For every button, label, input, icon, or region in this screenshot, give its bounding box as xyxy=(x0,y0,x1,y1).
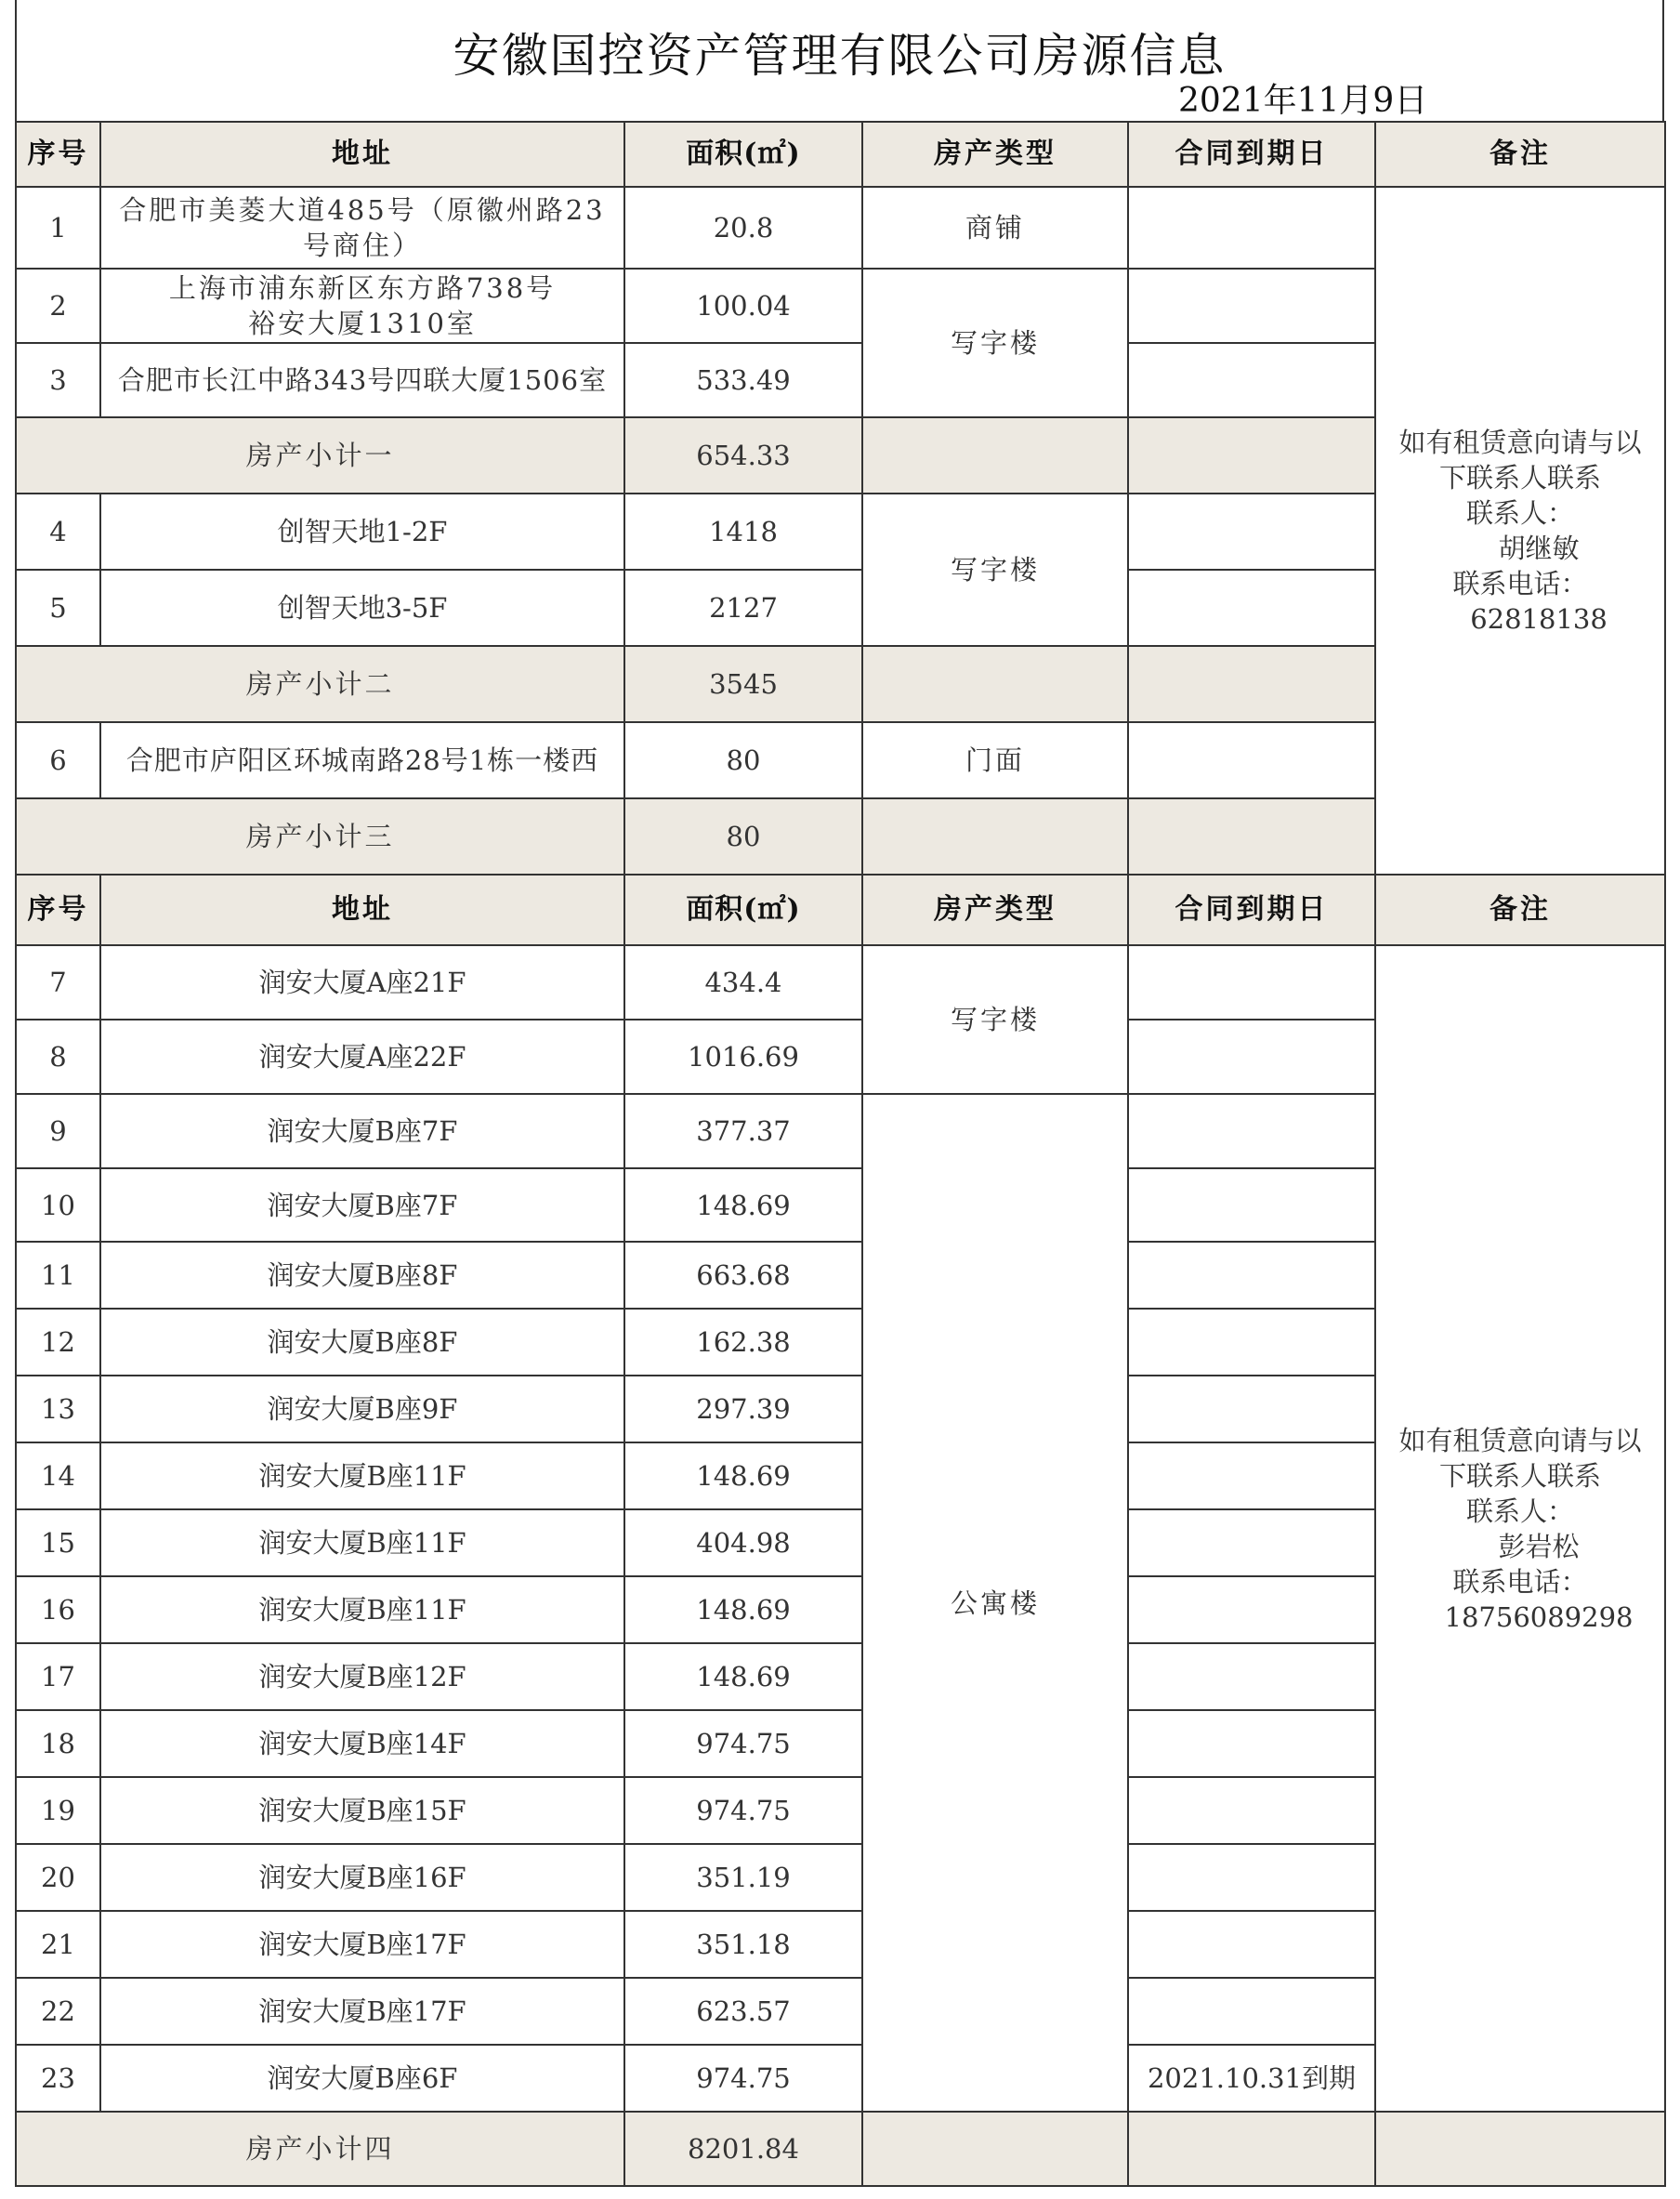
contact-name: 胡继敏 xyxy=(1498,533,1580,564)
address-cell: 创智天地3-5F xyxy=(100,570,624,646)
type-cell xyxy=(862,417,1128,494)
type-cell: 公寓楼 xyxy=(862,1094,1128,2112)
area-cell: 297.39 xyxy=(624,1376,862,1442)
note-line: 下联系人联系 xyxy=(1438,1459,1601,1492)
seq-cell: 21 xyxy=(16,1911,100,1978)
expiry-cell xyxy=(1128,722,1375,798)
expiry-cell xyxy=(1128,1020,1375,1094)
seq-cell: 5 xyxy=(16,570,100,646)
seq-cell: 2 xyxy=(16,269,100,343)
header-area: 面积(㎡) xyxy=(624,875,862,945)
address-cell: 润安大厦B座17F xyxy=(100,1911,624,1978)
expiry-cell xyxy=(1128,646,1375,722)
area-cell: 80 xyxy=(624,722,862,798)
seq-cell: 20 xyxy=(16,1844,100,1911)
table-body xyxy=(16,122,1665,2186)
seq-cell: 6 xyxy=(16,722,100,798)
expiry-cell xyxy=(1128,1978,1375,2045)
expiry-cell xyxy=(1128,494,1375,570)
expiry-cell xyxy=(1128,1168,1375,1242)
expiry-cell xyxy=(1128,1509,1375,1576)
contact-note-2 xyxy=(1375,945,1665,2112)
seq-cell: 11 xyxy=(16,1242,100,1309)
expiry-cell xyxy=(1128,1576,1375,1643)
area-cell: 148.69 xyxy=(624,1643,862,1710)
header-type: 房产类型 xyxy=(862,875,1128,945)
contact-phone: 62818138 xyxy=(1470,603,1608,635)
area-cell: 162.38 xyxy=(624,1309,862,1376)
seq-cell: 15 xyxy=(16,1509,100,1576)
type-cell xyxy=(862,646,1128,722)
note-line: 联系电话： xyxy=(1452,1565,1588,1598)
header-address: 地址 xyxy=(100,122,624,187)
subtotal-area: 80 xyxy=(624,798,862,875)
contact-phone: 18756089298 xyxy=(1444,1600,1634,1633)
address-cell: 润安大厦B座6F xyxy=(100,2045,624,2112)
seq-cell: 7 xyxy=(16,945,100,1020)
area-cell: 20.8 xyxy=(624,187,862,269)
expiry-cell xyxy=(1128,1309,1375,1376)
area-cell: 148.69 xyxy=(624,1576,862,1643)
header-row xyxy=(16,122,1665,187)
area-cell: 148.69 xyxy=(624,1168,862,1242)
expiry-cell xyxy=(1128,1442,1375,1509)
expiry-cell xyxy=(1128,1911,1375,1978)
area-cell: 974.75 xyxy=(624,1777,862,1844)
area-cell: 100.04 xyxy=(624,269,862,343)
area-cell: 623.57 xyxy=(624,1978,862,2045)
address-cell: 润安大厦A座22F xyxy=(100,1020,624,1094)
expiry-cell xyxy=(1128,343,1375,417)
header-expiry: 合同到期日 xyxy=(1128,122,1375,187)
area-cell: 2127 xyxy=(624,570,862,646)
note-cell xyxy=(1375,2112,1665,2186)
report-date: 2021年11月9日 xyxy=(1178,82,1428,120)
contact-name: 彭岩松 xyxy=(1498,1530,1580,1562)
seq-cell: 8 xyxy=(16,1020,100,1094)
seq-cell: 4 xyxy=(16,494,100,570)
expiry-cell xyxy=(1128,1844,1375,1911)
address-cell: 润安大厦B座14F xyxy=(100,1710,624,1777)
property-table xyxy=(15,121,1666,2187)
address-cell: 润安大厦B座7F xyxy=(100,1168,624,1242)
seq-cell: 12 xyxy=(16,1309,100,1376)
seq-cell: 16 xyxy=(16,1576,100,1643)
expiry-cell xyxy=(1128,187,1375,269)
page-title: 安徽国控资产管理有限公司房源信息 xyxy=(453,29,1227,83)
header-seq: 序号 xyxy=(16,875,100,945)
address-cell: 润安大厦B座11F xyxy=(100,1576,624,1643)
note-line: 联系人： xyxy=(1465,1495,1574,1527)
seq-cell: 13 xyxy=(16,1376,100,1442)
area-cell: 351.18 xyxy=(624,1911,862,1978)
subtotal-row xyxy=(16,2112,1665,2186)
address-cell: 润安大厦B座17F xyxy=(100,1978,624,2045)
area-cell: 533.49 xyxy=(624,343,862,417)
address-cell: 合肥市美菱大道485号（原徽州路23号商住） xyxy=(100,187,624,269)
area-cell: 1016.69 xyxy=(624,1020,862,1094)
note-line: 下联系人联系 xyxy=(1438,462,1601,494)
subtotal-label: 房产小计一 xyxy=(16,417,624,494)
area-cell: 351.19 xyxy=(624,1844,862,1911)
expiry-cell xyxy=(1128,1376,1375,1442)
note-line: 联系电话： xyxy=(1452,568,1588,599)
note-line: 联系人： xyxy=(1465,497,1574,529)
expiry-cell xyxy=(1128,1710,1375,1777)
header-note: 备注 xyxy=(1375,875,1665,945)
type-cell xyxy=(862,798,1128,875)
expiry-cell xyxy=(1128,1094,1375,1168)
address-cell: 润安大厦B座8F xyxy=(100,1242,624,1309)
seq-cell: 9 xyxy=(16,1094,100,1168)
seq-cell: 19 xyxy=(16,1777,100,1844)
header-row xyxy=(16,875,1665,945)
contact-note-1 xyxy=(1375,187,1665,875)
area-cell: 974.75 xyxy=(624,1710,862,1777)
address-cell: 创智天地1-2F xyxy=(100,494,624,570)
area-cell: 434.4 xyxy=(624,945,862,1020)
seq-cell: 14 xyxy=(16,1442,100,1509)
type-cell xyxy=(862,2112,1128,2186)
address-cell: 润安大厦B座9F xyxy=(100,1376,624,1442)
header-type: 房产类型 xyxy=(862,122,1128,187)
note-line: 如有租赁意向请与以 xyxy=(1398,427,1642,458)
address-cell: 合肥市长江中路343号四联大厦1506室 xyxy=(100,343,624,417)
expiry-cell xyxy=(1128,570,1375,646)
address-cell: 润安大厦B座12F xyxy=(100,1643,624,1710)
address-cell: 润安大厦B座16F xyxy=(100,1844,624,1911)
title-area xyxy=(15,0,1664,121)
subtotal-label: 房产小计四 xyxy=(16,2112,624,2186)
seq-cell: 17 xyxy=(16,1643,100,1710)
address-cell: 合肥市庐阳区环城南路28号1栋一楼西 xyxy=(100,722,624,798)
area-cell: 404.98 xyxy=(624,1509,862,1576)
header-area: 面积(㎡) xyxy=(624,122,862,187)
note-line: 如有租赁意向请与以 xyxy=(1398,1424,1642,1456)
expiry-cell xyxy=(1128,417,1375,494)
type-cell: 写字楼 xyxy=(862,945,1128,1094)
address-cell: 润安大厦B座11F xyxy=(100,1442,624,1509)
header-seq: 序号 xyxy=(16,122,100,187)
expiry-cell xyxy=(1128,945,1375,1020)
area-cell: 148.69 xyxy=(624,1442,862,1509)
subtotal-label: 房产小计二 xyxy=(16,646,624,722)
address-cell: 润安大厦A座21F xyxy=(100,945,624,1020)
seq-cell: 23 xyxy=(16,2045,100,2112)
area-cell: 1418 xyxy=(624,494,862,570)
subtotal-area: 8201.84 xyxy=(624,2112,862,2186)
header-expiry: 合同到期日 xyxy=(1128,875,1375,945)
address-cell: 上海市浦东新区东方路738号裕安大厦1310室 xyxy=(100,269,624,343)
seq-cell: 22 xyxy=(16,1978,100,2045)
subtotal-area: 654.33 xyxy=(624,417,862,494)
area-cell: 974.75 xyxy=(624,2045,862,2112)
address-cell: 润安大厦B座8F xyxy=(100,1309,624,1376)
expiry-cell xyxy=(1128,798,1375,875)
header-note: 备注 xyxy=(1375,122,1665,187)
expiry-cell xyxy=(1128,1643,1375,1710)
type-cell: 写字楼 xyxy=(862,269,1128,417)
expiry-cell: 2021.10.31到期 xyxy=(1128,2045,1375,2112)
address-cell: 润安大厦B座15F xyxy=(100,1777,624,1844)
expiry-cell xyxy=(1128,269,1375,343)
header-address: 地址 xyxy=(100,875,624,945)
seq-cell: 3 xyxy=(16,343,100,417)
table-row xyxy=(16,187,1665,269)
type-cell: 写字楼 xyxy=(862,494,1128,646)
address-cell: 润安大厦B座11F xyxy=(100,1509,624,1576)
type-cell: 商铺 xyxy=(862,187,1128,269)
table-row xyxy=(16,945,1665,1020)
type-cell: 门面 xyxy=(862,722,1128,798)
address-cell: 润安大厦B座7F xyxy=(100,1094,624,1168)
expiry-cell xyxy=(1128,1242,1375,1309)
seq-cell: 18 xyxy=(16,1710,100,1777)
subtotal-label: 房产小计三 xyxy=(16,798,624,875)
seq-cell: 1 xyxy=(16,187,100,269)
seq-cell: 10 xyxy=(16,1168,100,1242)
area-cell: 663.68 xyxy=(624,1242,862,1309)
expiry-cell xyxy=(1128,1777,1375,1844)
expiry-cell xyxy=(1128,2112,1375,2186)
subtotal-area: 3545 xyxy=(624,646,862,722)
area-cell: 377.37 xyxy=(624,1094,862,1168)
